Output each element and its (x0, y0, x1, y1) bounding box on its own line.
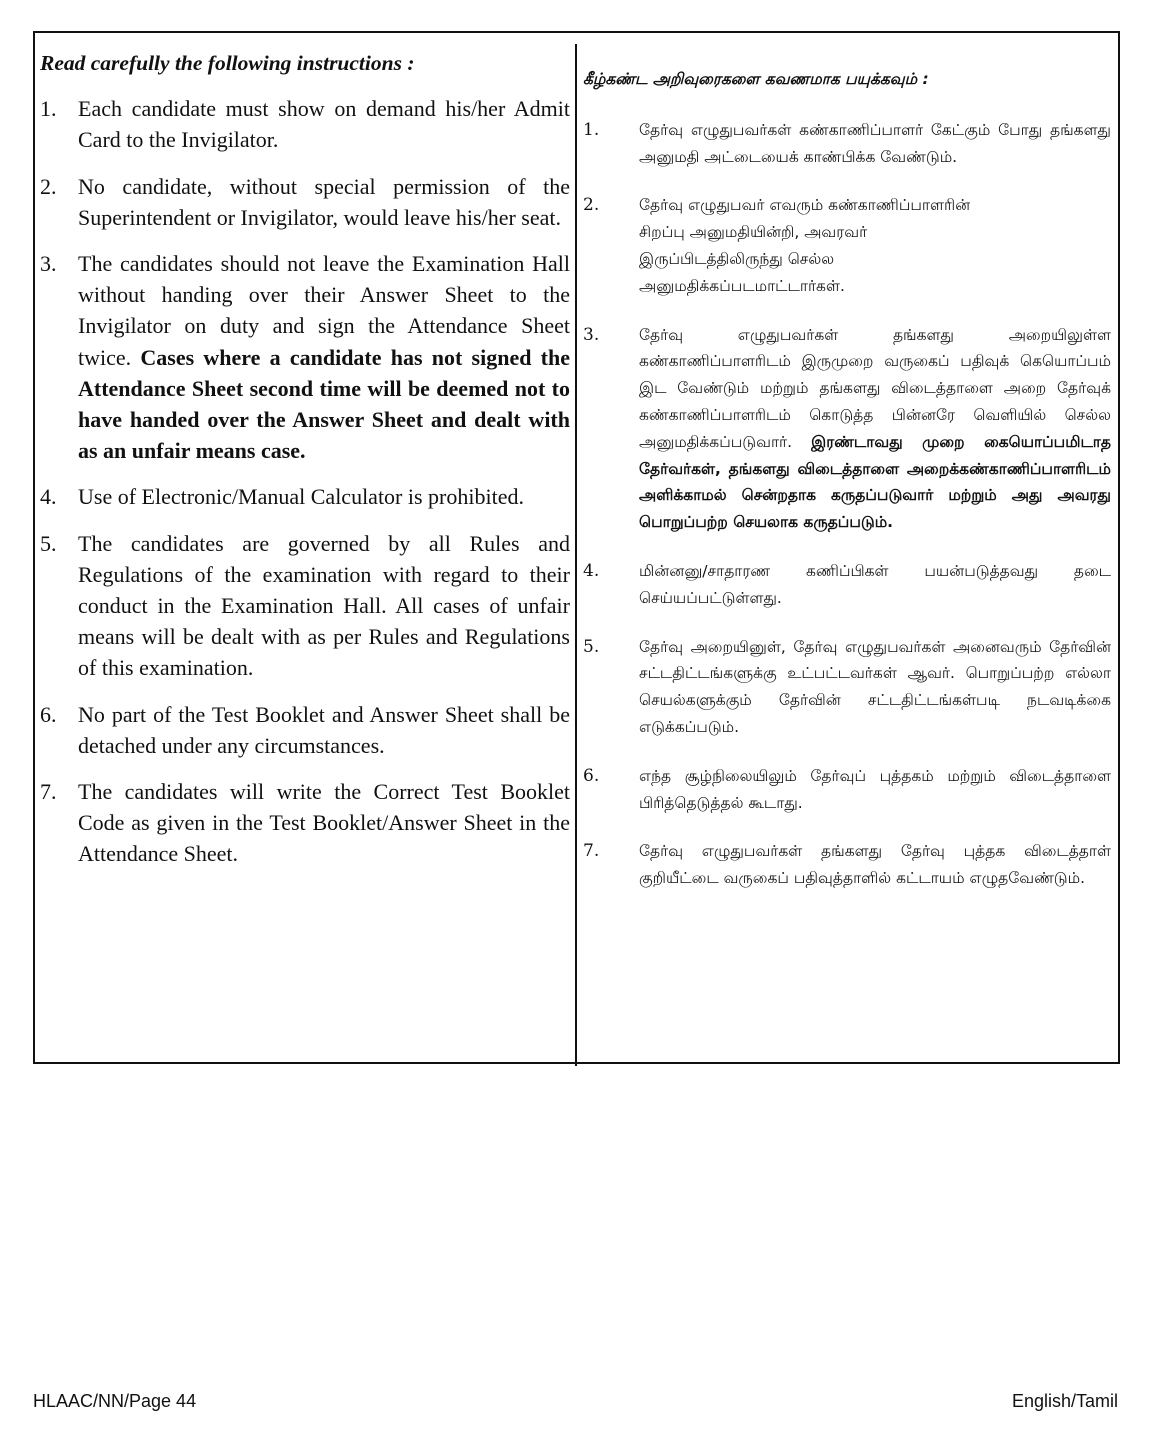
item-number: 5. (40, 530, 57, 556)
item-text: The candidates should not leave the Examination Hall without handing over their Answer Sheet to the Invigilator on duty and sign the Attendance Sheet twice. (78, 251, 570, 370)
item-text: The candidates will write the Correct Test Booklet Code as given in the Test Booklet/Answer Sheet in the Attendance Sheet. (78, 779, 570, 867)
column-divider (575, 44, 577, 1066)
item-text-container (78, 248, 570, 466)
item-bold-text: இரண்டாவது முறை கையொப்பமிடாத தேர்வர்கள், தங்களது விடைத்தாளை அறைக்கண்காணிப்பாளரிடம் அளிக்காமல் சென்றதாக கருதப்படுவார் மற்றும் அது அவரது பொறுப்பற்ற செயலாக கருதப்படும். (639, 432, 1111, 532)
item-number: 1. (583, 119, 600, 140)
english-item-7 (40, 776, 570, 870)
english-item-6 (40, 699, 570, 761)
tamil-item-7 (583, 838, 1111, 892)
item-line: சிறப்பு அனுமதியின்றி, அவரவர் (639, 223, 868, 242)
english-item-4 (40, 481, 570, 512)
item-number: 4. (40, 484, 57, 510)
tamil-item-4 (583, 558, 1111, 612)
item-text: தேர்வு எழுதுபவர்கள் கண்காணிப்பாளர் கேட்கும் போது தங்களது அனுமதி அட்டையைக் காண்பிக்க வேண்டும். (639, 120, 1111, 166)
english-item-5 (40, 528, 570, 684)
item-number: 2. (40, 173, 57, 199)
item-text: தேர்வு எழுதுபவர்கள் தங்களது அறையிலுள்ள கண்காணிப்பாளரிடம் இருமுறை வருகைப் பதிவுக் கெயொப்பம் இட வேண்டும் மற்றும் தங்களது விடைத்தாளை அறை தேர்வுக் கண்காணிப்பாளரிடம் கொடுத்த பின்னரே வெளியில் செல்ல அனுமதிக்கப்படுவார். (639, 325, 1111, 451)
item-text-lines (639, 192, 1111, 299)
tamil-item-1 (583, 117, 1111, 171)
english-heading: Read carefully the following instructions : (40, 51, 415, 75)
language-label: English/Tamil (1011, 1391, 1118, 1411)
item-number: 6. (583, 765, 600, 786)
item-text: Use of Electronic/Manual Calculator is prohibited. (78, 484, 524, 510)
item-number: 6. (40, 701, 57, 727)
item-text: தேர்வு எழுதுபவர்கள் தங்களது தேர்வு புத்தக விடைத்தாள் குறியீட்டை வருகைப் பதிவுத்தாளில் கட்டாயம் எழுதவேண்டும். (639, 842, 1111, 888)
item-number: 7. (583, 841, 600, 862)
tamil-item-5 (583, 634, 1111, 741)
english-item-1 (40, 93, 570, 155)
item-number: 5. (583, 636, 600, 657)
item-text: No candidate, without special permission of the Superintendent or Invigilator, would leave his/her seat. (78, 173, 570, 230)
item-text: No part of the Test Booklet and Answer Sheet shall be detached under any circumstances. (78, 701, 570, 758)
tamil-item-2 (583, 192, 1111, 299)
english-item-2 (40, 171, 570, 233)
item-line: இருப்பிடத்திலிருந்து செல்ல (639, 249, 835, 268)
tamil-item-6 (583, 763, 1111, 817)
item-line: அனுமதிக்கப்படமாட்டார்கள். (639, 276, 845, 295)
item-text: தேர்வு அறையினுள், தேர்வு எழுதுபவர்கள் அனைவரும் தேர்வின் சட்டதிட்டங்களுக்கு உட்பட்டவர்கள் ஆவர். பொறுப்பற்ற எல்லா செயல்களுக்கும் தேர்வின் சட்டதிட்டங்கள்படி நடவடிக்கை எடுக்கப்படும். (639, 637, 1111, 736)
item-bold-text: Cases where a candidate has not signed the Attendance Sheet second time will be deemed not to have handed over the Answer Sheet and dealt with as an unfair means case. (78, 344, 571, 464)
tamil-item-3 (583, 322, 1111, 536)
english-item-3 (40, 248, 570, 466)
item-number: 3. (40, 251, 57, 277)
item-text: எந்த சூழ்நிலையிலும் தேர்வுப் புத்தகம் மற்றும் விடைத்தாளை பிரித்தெடுத்தல் கூடாது. (639, 766, 1111, 812)
item-text-container (639, 322, 1111, 536)
item-number: 4. (583, 560, 600, 581)
item-number: 1. (40, 96, 57, 122)
item-number: 7. (40, 779, 57, 805)
item-text: The candidates are governed by all Rules and Regulations of the examination with regard to their conduct in the Examination Hall. All cases of unfair means will be dealt with as per Rules and Regulations of this examination. (78, 530, 570, 681)
tamil-instructions (583, 66, 1111, 914)
page-code: HLAAC/NN/Page 44 (33, 1391, 197, 1411)
item-line: தேர்வு எழுதுபவர் எவரும் கண்காணிப்பாளரின் (639, 196, 971, 215)
item-number: 2. (583, 195, 600, 216)
item-text: Each candidate must show on demand his/her Admit Card to the Invigilator. (78, 96, 570, 153)
item-text: மின்னனு/சாதாரண கணிப்பிகள் பயன்படுத்தவது தடை செய்யப்பட்டுள்ளது. (639, 561, 1111, 607)
tamil-heading: கீழ்கண்ட அறிவுரைகளை கவணமாக பயுக்கவும் : (583, 70, 929, 88)
english-instructions (40, 48, 570, 885)
item-number: 3. (583, 324, 600, 345)
